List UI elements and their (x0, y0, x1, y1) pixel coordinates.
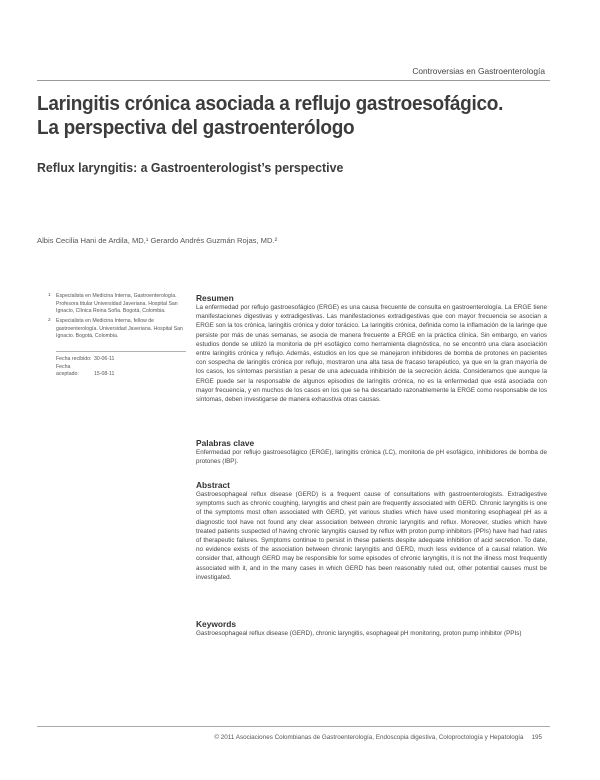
received-date: 30-06-11 (94, 356, 115, 362)
article-dates (56, 356, 114, 379)
affiliation-number: 1 (48, 293, 51, 298)
resumen-heading: Resumen (196, 293, 234, 303)
palabras-clave-section (196, 438, 547, 466)
keywords-text: Gastroesophageal reflux disease (GERD), chronic laryngitis, esophageal pH monitoring, proton pump inhibitor (PPIs) (196, 630, 522, 637)
affiliation-2 (48, 318, 186, 341)
keywords-section (196, 619, 547, 638)
abstract-heading: Abstract (196, 480, 230, 490)
accepted-label: Fecha aceptado: (56, 363, 79, 378)
section-tag: Controversias en Gastroenterología (412, 66, 545, 76)
dates-divider (56, 351, 186, 352)
received-label: Fecha recibido: (56, 356, 92, 362)
footer-divider (37, 726, 550, 727)
english-title: Reflux laryngitis: a Gastroenterologist’s perspective (37, 160, 344, 175)
resumen-text: La enfermedad por reflujo gastroesofágico (ERGE) es una causa frecuente de consulta en gastroenterología. La ERGE tiene manifestaciones digestivas y extradigestivas. Las manifestaciones extradigestivas que con mayor frecuencia se asocian a ERGE son la tos crónica, laringitis crónica y dolor torácico. La laringitis crónica, definida como la inflamación de la laringe que persiste por más de unas semanas, se asocia de manera frecuente a ERGE en la práctica clínica. Sin embargo, en varios estudios donde se utilizó la monitoria de pH esofágico como herramienta diagnóstica, no se encontró una clara asociación entre laringitis crónica y reflujo. Además, estudios en los que se manejaron inhibidores de bomba de protones en pacientes con sospecha de laringitis crónica por reflujo, mostraron una alta tasa de fracaso terapéutico, ya que en la gran mayoría de los casos, los síntomas persistían a pesar de una adecuada inhibición de la secreción ácida. Consideramos que aunque la ERGE puede ser la responsable de algunos episodios de laringitis crónica, no es la enfermedad que está asociada con mayor frecuencia, y en muchos de los casos en los que se ha descartado razonablemente la ERGE como responsable de los síntomas, deben investigarse de manera exhaustiva otras causas. (196, 304, 547, 404)
palabras-clave-heading: Palabras clave (196, 438, 255, 448)
keywords-heading: Keywords (196, 619, 237, 629)
affiliation-number: 2 (48, 318, 51, 323)
page-number: 195 (531, 734, 542, 741)
affiliation-text: Especialista en Medicina Interna, fellow de gastroenterología. Universidad Javeriana. Hospital San Ignacio. Bogotá, Colombia. (56, 318, 183, 340)
affiliation-text: Especialista en Medicina Interna, Gastroenterología. Profesora titular Universidad Javeriana. Hospital San Ignacio, Clínica Reina Sofía. Bogotá, Colombia. (56, 293, 178, 315)
resumen-section (196, 293, 547, 404)
author-list: Albis Cecilia Hani de Ardila, MD,¹ Gerardo Andrés Guzmán Rojas, MD.² (37, 236, 278, 245)
copyright: © 2011 Asociaciones Colombianas de Gastroenterología, Endoscopia digestiva, Coloproctología y Hepatología (214, 734, 524, 741)
page-footer (37, 734, 542, 741)
header-divider (37, 80, 550, 81)
abstract-section (196, 480, 547, 582)
title-line-2: La perspectiva del gastroenterólogo (37, 117, 355, 139)
palabras-clave-text: Enfermedad por reflujo gastroesofágico (ERGE), laringitis crónica (LC), monitoria de pH esofágico, inhibidores de bomba de protones (IBP). (196, 449, 547, 466)
affiliation-1 (48, 293, 186, 316)
accepted-date: 15-08-11 (94, 371, 115, 378)
article-title (37, 92, 541, 140)
abstract-text: Gastroesophageal reflux disease (GERD) is a frequent cause of consultations with gastroenterologists. Extradigestive symptoms such as chronic coughing, laryngitis and chest pain are frequently associated with GERD. Chronic laryngitis is one of the symptoms most often associated with GERD, yet various studies which have used monitoring esophageal pH as a diagnostic tool have not found any clear association between chronic laryngitis and reflux. Moreover, studies which have treated patients suspected of having chronic laryngitis caused by reflux with proton pump inhibitors (PPIs) have had had rates of therapeutic failures. Symptoms continue to persist in these patients despite adequate inhibition of acid secretion. To date, no evidence exists of the association between chronic laryngitis and GERD, much less evidence of a causal relation. We consider that, although GERD may be responsible for some episodes of chronic laryngitis, it is not the illness most frequently associated with it, and in the many cases in which GERD has been reasonably ruled out, other potential causes must be investigated. (196, 491, 547, 581)
title-line-1: Laringitis crónica asociada a reflujo gastroesofágico. (37, 93, 504, 115)
